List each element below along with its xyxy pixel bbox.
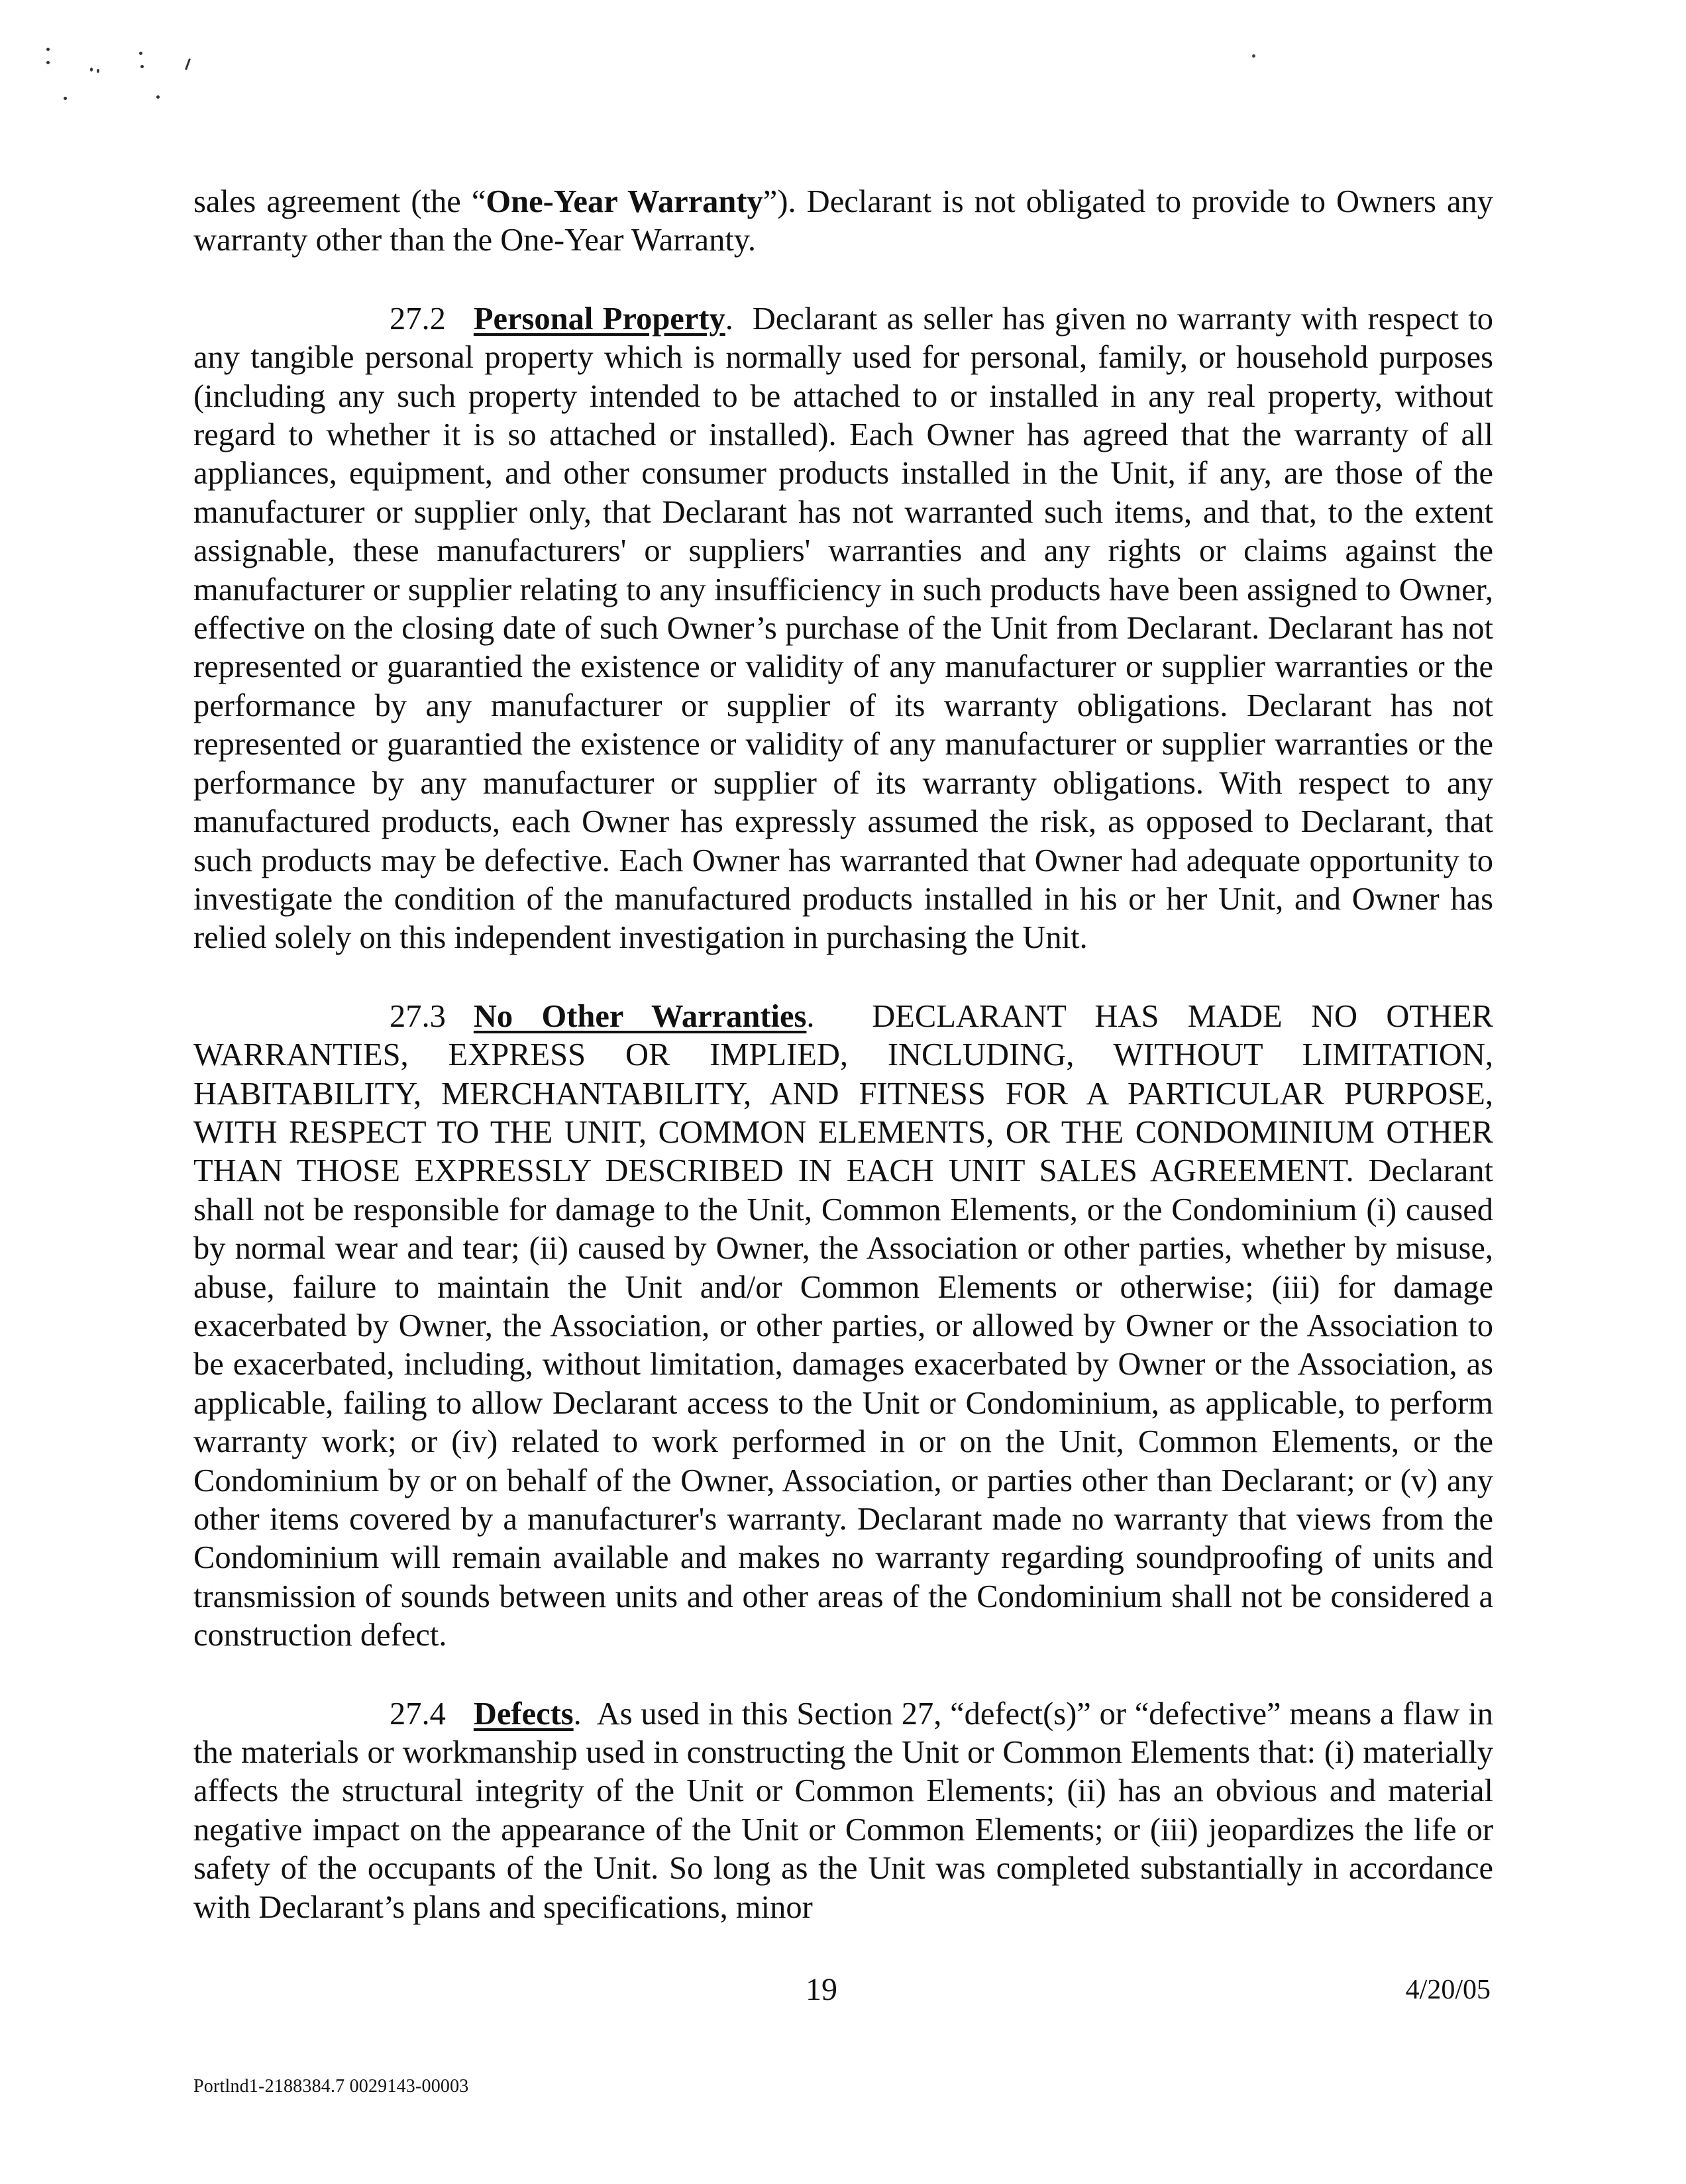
section-heading: Personal Property [473,301,725,337]
scan-speck [90,68,93,72]
scan-speck [139,52,142,55]
scan-speck [185,58,191,70]
scan-speck [64,97,67,100]
continuation-tail: ”). Declarant is not obligated to provide to Owners any warranty other than the One-Year Warranty. [193,184,1494,258]
scan-speck [156,95,160,99]
document-body [193,183,1493,1967]
section-number: 27.3 [390,998,446,1034]
scan-speck [1252,54,1255,58]
section-27-2: 27.2 Personal Property. Declarant as seller has given no warranty with respect to any tangible personal property which is normally used for personal, family, or household purposes (including any such property intended to be attached to or installed in any real property, without regard to whether it is so attached or installed). Each Owner has agreed that the warranty of all appliances, equipment, and other consumer products installed in the Unit, if any, are those of the manufacturer or supplier only, that Declarant has not warranted such items, and that, to the extent assignable, these manufacturers' or suppliers' warranties and any rights or claims against the manufacturer or supplier relating to any insufficiency in such products have been assigned to Owner, effective on the closing date of such Owner’s purchase of the Unit from Declarant. Declarant has not represented or guarantied the existence or validity of any manufacturer or supplier warranties or the performance by any manufacturer or supplier of its warranty obligations. Declarant has not represented or guarantied the existence or validity of any manufacturer or supplier warranties or the performance by any manufacturer or supplier of its warranty obligations. With respect to any manufactured products, each Owner has expressly assumed the risk, as opposed to Declarant, that such products may be defective. Each Owner has warranted that Owner had adequate opportunity to investigate the condition of the manufactured products installed in his or her Unit, and Owner has relied solely on this independent investigation in purchasing the Unit. [193,301,1494,956]
page-number: 19 [806,1972,837,2007]
section-27-4: 27.4 Defects. As used in this Section 27, “defect(s)” or “defective” means a flaw in the materials or workmanship used in constructing the Unit or Common Elements that: (i) materially affects the structural integrity of the Unit or Common Elements; (ii) has an obvious and material negative impact on the appearance of the Unit or Common Elements; or (iii) jeopardizes the life or safety of the occupants of the Unit. So long as the Unit was completed substantially in accordance with Declarant’s plans and specifications, minor [193,1696,1493,1925]
scan-speck [46,48,50,51]
section-heading: No Other Warranties [473,998,807,1034]
defined-term-one-year-warranty: One-Year Warranty [486,184,763,219]
scan-speck [140,65,144,68]
scan-specks [40,40,238,119]
section-body: Declarant as seller has given no warranty with respect to any tangible personal property which is normally used for personal, family, or household purposes (including any such property intended to be attached to or installed in any real property, without regard to whether it is so attached or installed). Each Owner has agreed that the warranty of all appliances, equipment, and other consumer products installed in the Unit, if any, are those of the manufacturer or supplier only, that Declarant has not warranted such items, and that, to the extent assignable, these manufacturers' or suppliers' warranties and any rights or claims against the manufacturer or supplier relating to any insufficiency in such products have been assigned to Owner, effective on the closing date of such Owner’s purchase of the Unit from Declarant. Declarant has not represented or guarantied the existence or validity of any manufacturer or supplier warranties or the performance by any manufacturer or supplier of its warranty obligations. Declarant has not represented or guarantied the existence or validity of any manufacturer or supplier warranties or the performance by any manufacturer or supplier of its warranty obligations. With respect to any manufactured products, each Owner has expressly assumed the risk, as opposed to Declarant, that such products may be defective. Each Owner has warranted that Owner had adequate opportunity to investigate the condition of the manufactured products installed in his or her Unit, and Owner has relied solely on this independent investigation in purchasing the Unit. [193,301,1494,956]
section-number: 27.2 [390,301,446,337]
section-number: 27.4 [390,1696,446,1732]
footer-document-id: Portlnd1-2188384.7 0029143-00003 [193,2076,469,2097]
section-body: As used in this Section 27, “defect(s)” or “defective” means a flaw in the materials or workmanship used in constructing the Unit or Common Elements that: (i) materially affects the structural integrity of the Unit or Common Elements; (ii) has an obvious and material negative impact on the appearance of the Unit or Common Elements; or (iii) jeopardizes the life or safety of the occupants of the Unit. So long as the Unit was completed substantially in accordance with Declarant’s plans and specifications, minor [193,1696,1493,1925]
scan-speck [97,69,99,73]
document-date: 4/20/05 [1405,1975,1491,2005]
scan-speck [46,61,50,64]
section-27-3: 27.3 No Other Warranties. DECLARANT HAS MADE NO OTHER WARRANTIES, EXPRESS OR IMPLIED, INCLUDING, WITHOUT LIMITATION, HABITABILITY, MERCHANTABILITY, AND FITNESS FOR A PARTICULAR PURPOSE, WITH RESPECT TO THE UNIT, COMMON ELEMENTS, OR THE CONDOMINIUM OTHER THAN THOSE EXPRESSLY DESCRIBED IN EACH UNIT SALES AGREEMENT. Declarant shall not be responsible for damage to the Unit, Common Elements, or the Condominium (i) caused by normal wear and tear; (ii) caused by Owner, the Association or other parties, whether by misuse, abuse, failure to maintain the Unit and/or Common Elements or otherwise; (iii) for damage exacerbated by Owner, the Association, or other parties, or allowed by Owner or the Association to be exacerbated, including, without limitation, damages exacerbated by Owner or the Association, as applicable, failing to allow Declarant access to the Unit or Condominium, as applicable, to perform warranty work; or (iv) related to work performed in or on the Unit, Common Elements, or the Condominium by or on behalf of the Owner, Association, or parties other than Declarant; or (v) any other items covered by a manufacturer's warranty. Declarant made no warranty that views from the Condominium will remain available and makes no warranty regarding soundproofing of units and transmission of sounds between units and other areas of the Condominium shall not be considered a construction defect. [193,998,1494,1653]
continuation-paragraph [193,183,1493,260]
continuation-lead: sales agreement (the “ [193,184,486,219]
section-heading: Defects [473,1696,574,1732]
section-body: DECLARANT HAS MADE NO OTHER WARRANTIES, EXPRESS OR IMPLIED, INCLUDING, WITHOUT LIMITATION, HABITABILITY, MERCHANTABILITY, AND FITNESS FOR A PARTICULAR PURPOSE, WITH RESPECT TO THE UNIT, COMMON ELEMENTS, OR THE CONDOMINIUM OTHER THAN THOSE EXPRESSLY DESCRIBED IN EACH UNIT SALES AGREEMENT. Declarant shall not be responsible for damage to the Unit, Common Elements, or the Condominium (i) caused by normal wear and tear; (ii) caused by Owner, the Association or other parties, whether by misuse, abuse, failure to maintain the Unit and/or Common Elements or otherwise; (iii) for damage exacerbated by Owner, the Association, or other parties, or allowed by Owner or the Association to be exacerbated, including, without limitation, damages exacerbated by Owner or the Association, as applicable, failing to allow Declarant access to the Unit or Condominium, as applicable, to perform warranty work; or (iv) related to work performed in or on the Unit, Common Elements, or the Condominium by or on behalf of the Owner, Association, or parties other than Declarant; or (v) any other items covered by a manufacturer's warranty. Declarant made no warranty that views from the Condominium will remain available and makes no warranty regarding soundproofing of units and transmission of sounds between units and other areas of the Condominium shall not be considered a construction defect. [193,998,1494,1653]
